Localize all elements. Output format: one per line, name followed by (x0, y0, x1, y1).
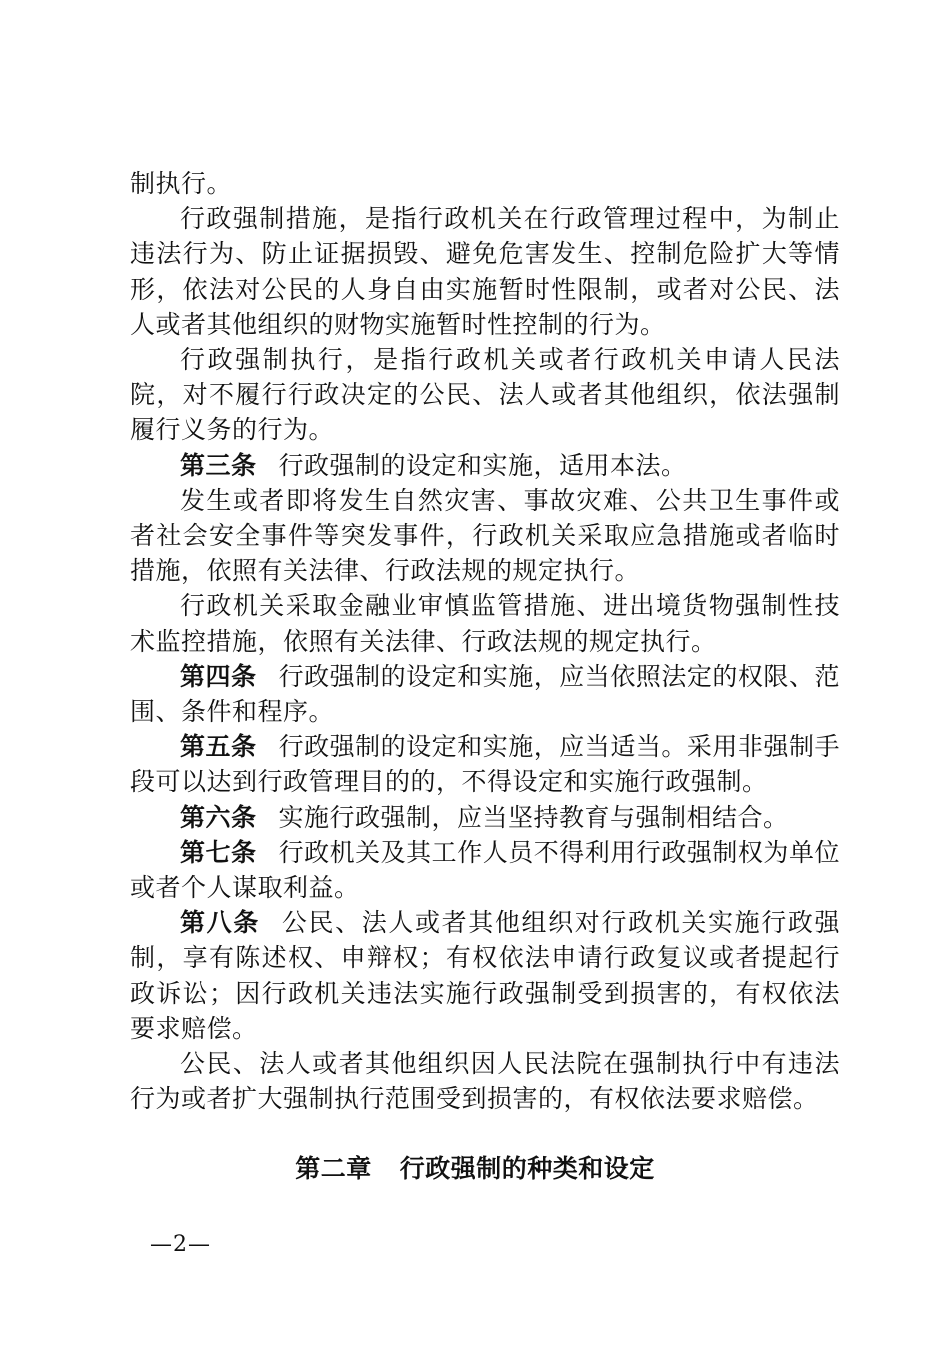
paragraph-text: 发生或者即将发生自然灾害、事故灾难、公共卫生事件或者社会安全事件等突发事件，行政机关采取应急措施或者临时措施，依照有关法律、行政法规的规定执行。 (130, 485, 840, 586)
body-paragraph (130, 166, 840, 201)
body-paragraph (130, 342, 840, 448)
article-paragraph (130, 835, 840, 905)
chapter-heading (0, 1151, 950, 1186)
paragraph-text: 实施行政强制，应当坚持教育与强制相结合。 (278, 802, 789, 832)
body-paragraph (130, 588, 840, 658)
article-number: 第八条 (180, 908, 260, 938)
paragraph-text: 公民、法人或者其他组织对行政机关实施行政强制，享有陈述权、申辩权；有权依法申请行政复议或者提起行政诉讼；因行政机关违法实施行政强制受到损害的，有权依法要求赔偿。 (130, 908, 840, 1043)
body-text (130, 166, 840, 1116)
paragraph-text: 行政强制的设定和实施，适用本法。 (278, 450, 687, 480)
article-number: 第七条 (180, 837, 257, 867)
chapter-title: 行政强制的种类和设定 (399, 1154, 655, 1183)
article-number: 第四条 (180, 661, 257, 691)
chapter-number: 第二章 (295, 1154, 372, 1183)
article-number: 第五条 (180, 732, 257, 762)
article-paragraph (130, 800, 840, 835)
paragraph-text: 制执行。 (130, 169, 233, 198)
article-paragraph (130, 448, 840, 483)
article-number: 第六条 (180, 802, 257, 832)
article-paragraph (130, 905, 840, 1046)
body-paragraph (130, 1046, 840, 1116)
body-paragraph (130, 483, 840, 589)
paragraph-text: 行政强制的设定和实施，应当依照法定的权限、范围、条件和程序。 (130, 661, 840, 727)
article-number: 第三条 (180, 450, 257, 480)
paragraph-text: 行政强制的设定和实施，应当适当。采用非强制手段可以达到行政管理目的的，不得设定和实施行政强制。 (130, 732, 840, 797)
paragraph-text: 公民、法人或者其他组织因人民法院在强制执行中有违法行为或者扩大强制执行范围受到损害的，有权依法要求赔偿。 (130, 1049, 840, 1114)
paragraph-text: 行政机关及其工作人员不得利用行政强制权为单位或者个人谋取利益。 (130, 837, 840, 903)
page-number: —2— (150, 1232, 211, 1257)
paragraph-text: 行政强制措施，是指行政机关在行政管理过程中，为制止违法行为、防止证据损毁、避免危害发生、控制危险扩大等情形，依法对公民的人身自由实施暂时性限制，或者对公民、法人或者其他组织的财物实施暂时性控制的行为。 (130, 204, 840, 339)
paragraph-text: 行政强制执行，是指行政机关或者行政机关申请人民法院，对不履行行政决定的公民、法人或者其他组织，依法强制履行义务的行为。 (130, 345, 840, 445)
body-paragraph (130, 201, 840, 342)
paragraph-text: 行政机关采取金融业审慎监管措施、进出境货物强制性技术监控措施，依照有关法律、行政法规的规定执行。 (130, 591, 840, 656)
article-paragraph (130, 659, 840, 729)
article-paragraph (130, 729, 840, 799)
